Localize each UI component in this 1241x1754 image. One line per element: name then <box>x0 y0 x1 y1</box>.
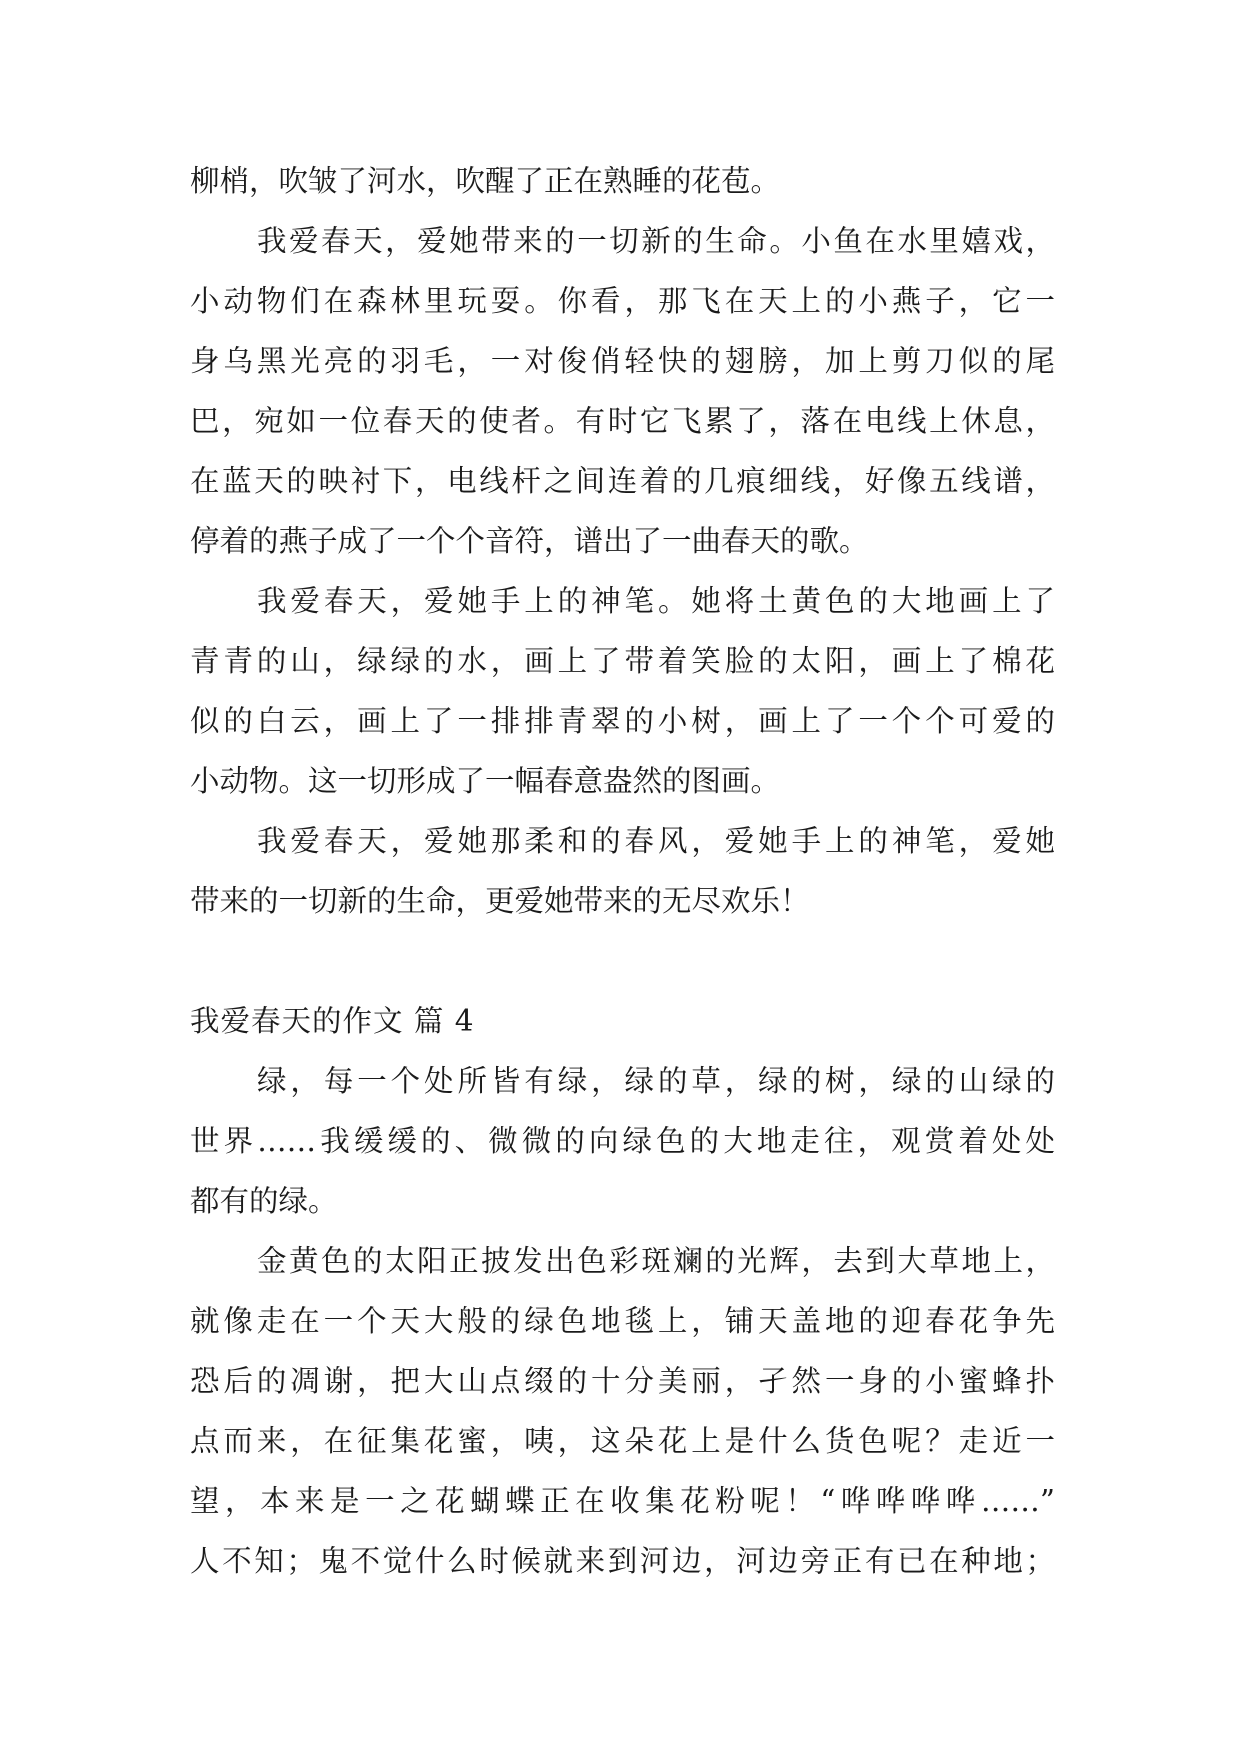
paragraph-line: 青青的山，绿绿的水，画上了带着笑脸的太阳，画上了棉花 <box>190 644 1055 678</box>
paragraph-line: 似的白云，画上了一排排青翠的小树，画上了一个个可爱的 <box>190 704 1055 738</box>
paragraph-line: 小动物。这一切形成了一幅春意盎然的图画。 <box>190 764 781 798</box>
paragraph-line: 都有的绿。 <box>190 1184 338 1218</box>
section-title: 我爱春天的作文 篇 4 <box>190 1004 475 1038</box>
paragraph-line: 停着的燕子成了一个个音符，谱出了一曲春天的歌。 <box>190 524 869 558</box>
paragraph <box>190 571 1055 811</box>
paragraph-line: 点而来，在征集花蜜，咦，这朵花上是什么货色呢？走近一 <box>190 1424 1055 1458</box>
paragraph-line: 在蓝天的映衬下，电线杆之间连着的几痕细线，好像五线谱， <box>190 464 1055 498</box>
paragraph-line: 就像走在一个天大般的绿色地毯上，铺天盖地的迎春花争先 <box>190 1304 1055 1338</box>
document-body <box>190 151 1055 1591</box>
paragraph-line: 带来的一切新的生命，更爱她带来的无尽欢乐！ <box>190 884 810 918</box>
paragraph <box>190 811 1055 931</box>
paragraph-line: 金黄色的太阳正披发出色彩斑斓的光辉，去到大草地上， <box>257 1244 1055 1278</box>
paragraph-line: 人不知；鬼不觉什么时候就来到河边，河边旁正有已在种地； <box>190 1544 1055 1578</box>
paragraph-line: 恐后的凋谢，把大山点缀的十分美丽，孑然一身的小蜜蜂扑 <box>190 1364 1055 1398</box>
paragraph-line: 我爱春天，爱她那柔和的春风，爱她手上的神笔，爱她 <box>257 824 1055 858</box>
paragraph <box>190 1231 1055 1591</box>
paragraph-line: 小动物们在森林里玩耍。你看，那飞在天上的小燕子，它一 <box>190 284 1055 318</box>
paragraph <box>190 1051 1055 1231</box>
paragraph-line: 绿，每一个处所皆有绿，绿的草，绿的树，绿的山绿的 <box>257 1064 1055 1098</box>
paragraph <box>190 211 1055 571</box>
paragraph-line: 身乌黑光亮的羽毛，一对俊俏轻快的翅膀，加上剪刀似的尾 <box>190 344 1055 378</box>
paragraph-line: 望，本来是一之花蝴蝶正在收集花粉呢！“哗哗哗哗……” <box>190 1484 1055 1518</box>
paragraph-line: 我爱春天，爱她手上的神笔。她将土黄色的大地画上了 <box>257 584 1055 618</box>
paragraph-line: 柳梢，吹皱了河水，吹醒了正在熟睡的花苞。 <box>190 164 781 198</box>
paragraph <box>190 151 1055 211</box>
paragraph-line: 我爱春天，爱她带来的一切新的生命。小鱼在水里嬉戏， <box>257 224 1055 258</box>
paragraph-line: 世界……我缓缓的、微微的向绿色的大地走往，观赏着处处 <box>190 1124 1055 1158</box>
paragraph-line: 巴，宛如一位春天的使者。有时它飞累了，落在电线上休息， <box>190 404 1055 438</box>
